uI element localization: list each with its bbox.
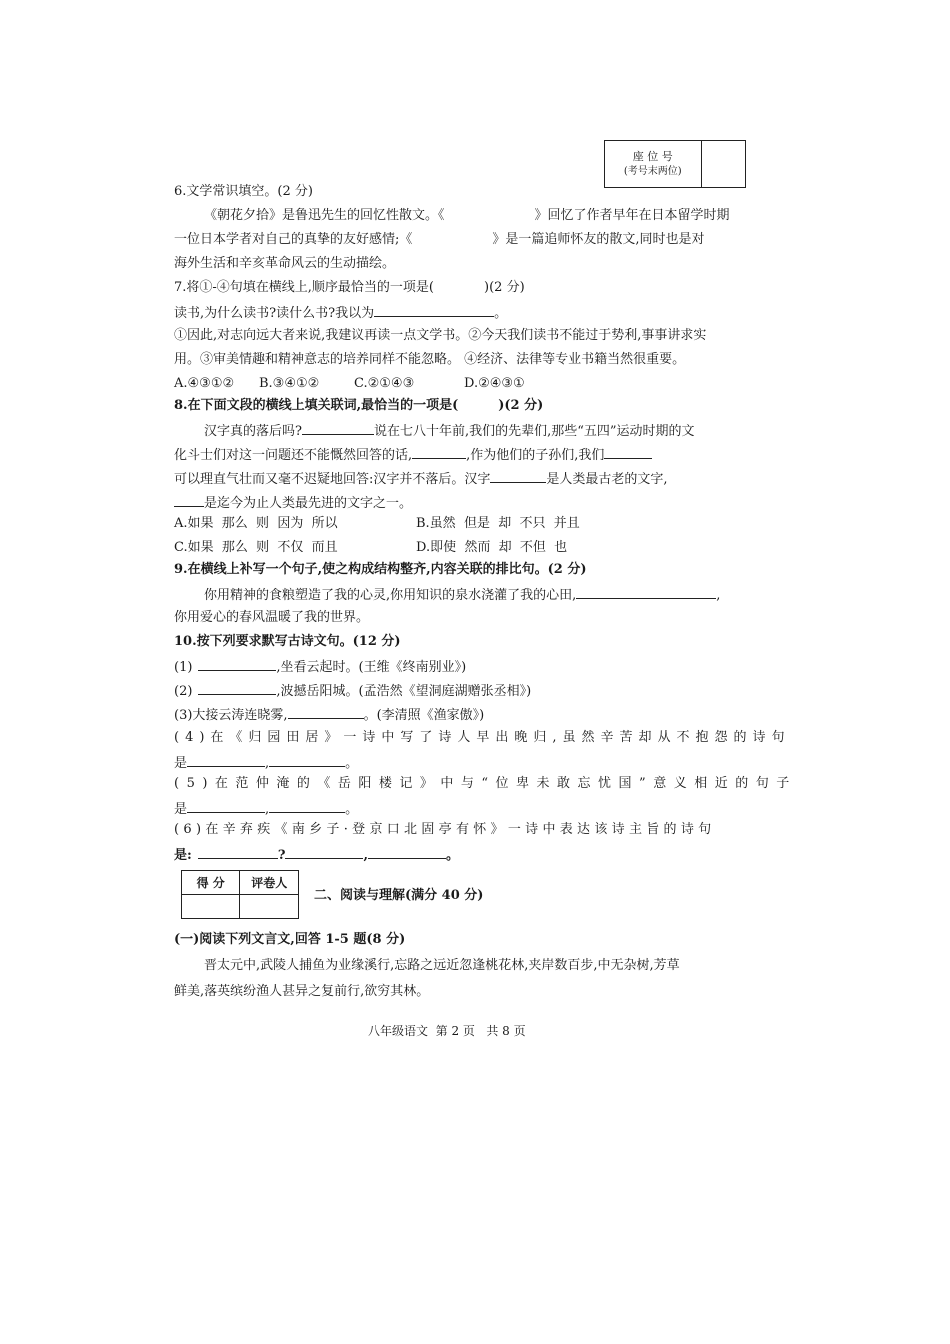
q10-item4-answer	[174, 752, 358, 774]
q7-heading-text-a: 7.将①-④句填在横线上,顺序最恰当的一项是(	[174, 280, 435, 295]
q10-item5-blank1[interactable]	[187, 798, 265, 813]
q10-item4-blank2[interactable]	[269, 752, 345, 767]
q7-option-d[interactable]: D.②④③①	[464, 376, 525, 391]
q10-item4-comma: ,	[265, 756, 270, 771]
q7-line3: 用。③审美情趣和精神意志的培养同样不能忽略。 ④经济、法律等专业书籍当然很重要。	[174, 352, 686, 367]
q9-heading: 9.在横线上补写一个句子,使之构成结构整齐,内容关联的排比句。(2 分)	[174, 562, 587, 577]
q8-heading-text-b: )(2 分)	[498, 398, 544, 413]
q7-line1	[174, 302, 507, 324]
q7-option-c[interactable]: C.②①④③	[354, 376, 415, 391]
q10-item2	[174, 680, 531, 702]
part1-heading: (一)阅读下列文言文,回答 1-5 题(8 分)	[174, 932, 406, 947]
q10-item3-text-b: 。(李清照《渔家傲》)	[363, 708, 485, 723]
q10-item6-blank3[interactable]	[368, 844, 446, 859]
q8-option-a[interactable]: A.如果 那么 则 因为 所以	[174, 516, 338, 531]
q9-line2: 你用爱心的春风温暖了我的世界。	[174, 610, 370, 625]
grader-cell[interactable]	[240, 895, 299, 919]
q8-option-b[interactable]: B.虽然 但是 却 不只 并且	[416, 516, 580, 531]
q10-item1	[174, 656, 466, 678]
q10-item1-blank[interactable]	[198, 656, 276, 671]
q8-options-row1	[174, 514, 580, 534]
q8-options-row2	[174, 538, 567, 558]
seat-number-label-cell	[605, 141, 702, 188]
q6-line1	[204, 206, 730, 226]
q6-line2-text-a: 一位日本学者对自己的真挚的友好感情;《	[174, 232, 413, 247]
q10-item4: (4)在《归园田居》一诗中写了诗人早出晚归,虽然辛苦却从不抱怨的诗句	[174, 730, 791, 745]
q10-item6-answer	[174, 844, 459, 866]
q8-blank5[interactable]	[174, 492, 204, 507]
q10-item5-end: 。	[345, 802, 359, 817]
q8-heading-text-a: 8.在下面文段的横线上填关联词,最恰当的一项是(	[174, 398, 459, 413]
q8-line4-text: 是迄今为止人类最先进的文字之一。	[204, 496, 413, 511]
q10-item5-prefix: 是	[174, 802, 188, 817]
q10-item6-comma: ,	[363, 848, 368, 863]
q8-heading	[174, 396, 543, 416]
q10-item6: (6)在辛弃疾《南乡子·登京口北固亭有怀》一诗中表达该诗主旨的诗句	[174, 822, 716, 837]
score-header: 得 分	[182, 871, 240, 895]
q10-item6-blank1[interactable]	[198, 844, 278, 859]
q8-blank2[interactable]	[412, 444, 466, 459]
q10-item5: (5)在范仲淹的《岳阳楼记》中与“位卑未敢忘忧国”意义相近的句子	[174, 776, 797, 791]
q8-blank4[interactable]	[490, 468, 546, 483]
q8-blank3[interactable]	[604, 444, 652, 459]
q10-item2-number: (2)	[174, 684, 193, 699]
part1-passage-line1: 晋太元中,武陵人捕鱼为业缘溪行,忘路之远近忽逢桃花林,夹岸数百步,中无杂树,芳草	[204, 958, 680, 973]
q9-line1-comma: ,	[716, 588, 721, 603]
score-cell[interactable]	[182, 895, 240, 919]
q10-item3-blank[interactable]	[288, 704, 364, 719]
q8-line3-text-b: 是人类最古老的文字,	[546, 472, 668, 487]
q10-item6-blank2[interactable]	[285, 844, 363, 859]
q6-line2-text-b: 》是一篇追师怀友的散文,同时也是对	[492, 232, 705, 247]
q10-item2-blank[interactable]	[198, 680, 276, 695]
q8-line4	[174, 492, 412, 514]
q9-line1	[204, 584, 720, 606]
q10-item5-answer	[174, 798, 358, 820]
q10-item4-blank1[interactable]	[187, 752, 265, 767]
q10-item5-blank2[interactable]	[269, 798, 345, 813]
q10-item4-prefix: 是	[174, 756, 188, 771]
q10-item6-prefix: 是:	[174, 848, 192, 863]
q8-line2	[174, 444, 652, 466]
q6-line3: 海外生活和辛亥革命风云的生动描绘。	[174, 256, 396, 271]
q6-line1-text-b: 》回忆了作者早年在日本留学时期	[534, 208, 730, 223]
section2-title: 二、阅读与理解(满分 40 分)	[314, 888, 484, 903]
q8-line2-text-a: 化斗士们对这一问题还不能慨然回答的话,	[174, 448, 413, 463]
q7-line2: ①因此,对志向远大者来说,我建议再读一点文学书。②今天我们读书不能过于势利,事事讲求实	[174, 328, 707, 343]
part1-passage-line2: 鲜美,落英缤纷渔人甚异之复前行,欲穷其林。	[174, 984, 430, 999]
q7-heading-text-b: )(2 分)	[484, 280, 525, 295]
q6-line2	[174, 230, 705, 250]
seat-number-note: (考号末两位)	[623, 166, 682, 177]
q8-line1-text-a: 汉字真的落后吗?	[204, 424, 302, 439]
q10-item1-number: (1)	[174, 660, 193, 675]
q10-item2-text: ,波撼岳阳城。(孟浩然《望洞庭湖赠张丞相》)	[276, 684, 532, 699]
q10-item3	[174, 704, 484, 726]
q8-blank1[interactable]	[302, 420, 374, 435]
grader-header: 评卷人	[240, 871, 299, 895]
q8-line1	[204, 420, 695, 442]
seat-number-box	[604, 140, 746, 188]
q9-line1-text: 你用精神的食粮塑造了我的心灵,你用知识的泉水浇灌了我的心田,	[204, 588, 577, 603]
q7-heading	[174, 278, 525, 298]
q8-line1-text-b: 说在七八十年前,我们的先辈们,那些“五四”运动时期的文	[373, 424, 695, 439]
q10-heading: 10.按下列要求默写古诗文句。(12 分)	[174, 634, 401, 649]
page-footer: 八年级语文 第 2 页 共 8 页	[368, 1024, 526, 1038]
q7-line1-text: 读书,为什么读书?读什么书?我以为	[174, 306, 375, 321]
q8-option-c[interactable]: C.如果 那么 则 不仅 而且	[174, 540, 338, 555]
q10-item5-comma: ,	[265, 802, 270, 817]
q7-line1-end: 。	[494, 306, 508, 321]
q8-line2-text-b: ,作为他们的子孙们,我们	[466, 448, 605, 463]
q7-option-a[interactable]: A.④③①②	[174, 376, 235, 391]
q7-options	[174, 374, 525, 394]
q7-fill-blank[interactable]	[374, 302, 494, 317]
q8-line3	[174, 468, 668, 490]
seat-number-label: 座 位 号	[632, 150, 673, 163]
q9-fill-blank[interactable]	[576, 584, 716, 599]
q10-item1-text: ,坐看云起时。(王维《终南别业》)	[276, 660, 467, 675]
seat-number-input-cell[interactable]	[701, 141, 745, 188]
q10-item6-question: ?	[277, 848, 286, 863]
score-table	[181, 870, 299, 919]
q10-item4-end: 。	[345, 756, 359, 771]
q8-option-d[interactable]: D.即使 然而 却 不但 也	[416, 540, 568, 555]
q8-line3-text-a: 可以理直气壮而又毫不迟疑地回答:汉字并不落后。汉字	[174, 472, 491, 487]
q10-item6-end: 。	[445, 848, 459, 863]
q10-item3-text-a: (3)大接云涛连晓雾,	[174, 708, 288, 723]
q6-heading: 6.文学常识填空。(2 分)	[174, 184, 313, 199]
q7-option-b[interactable]: B.③④①②	[259, 376, 320, 391]
q6-line1-text-a: 《朝花夕拾》是鲁迅先生的回忆性散文。《	[204, 208, 445, 223]
